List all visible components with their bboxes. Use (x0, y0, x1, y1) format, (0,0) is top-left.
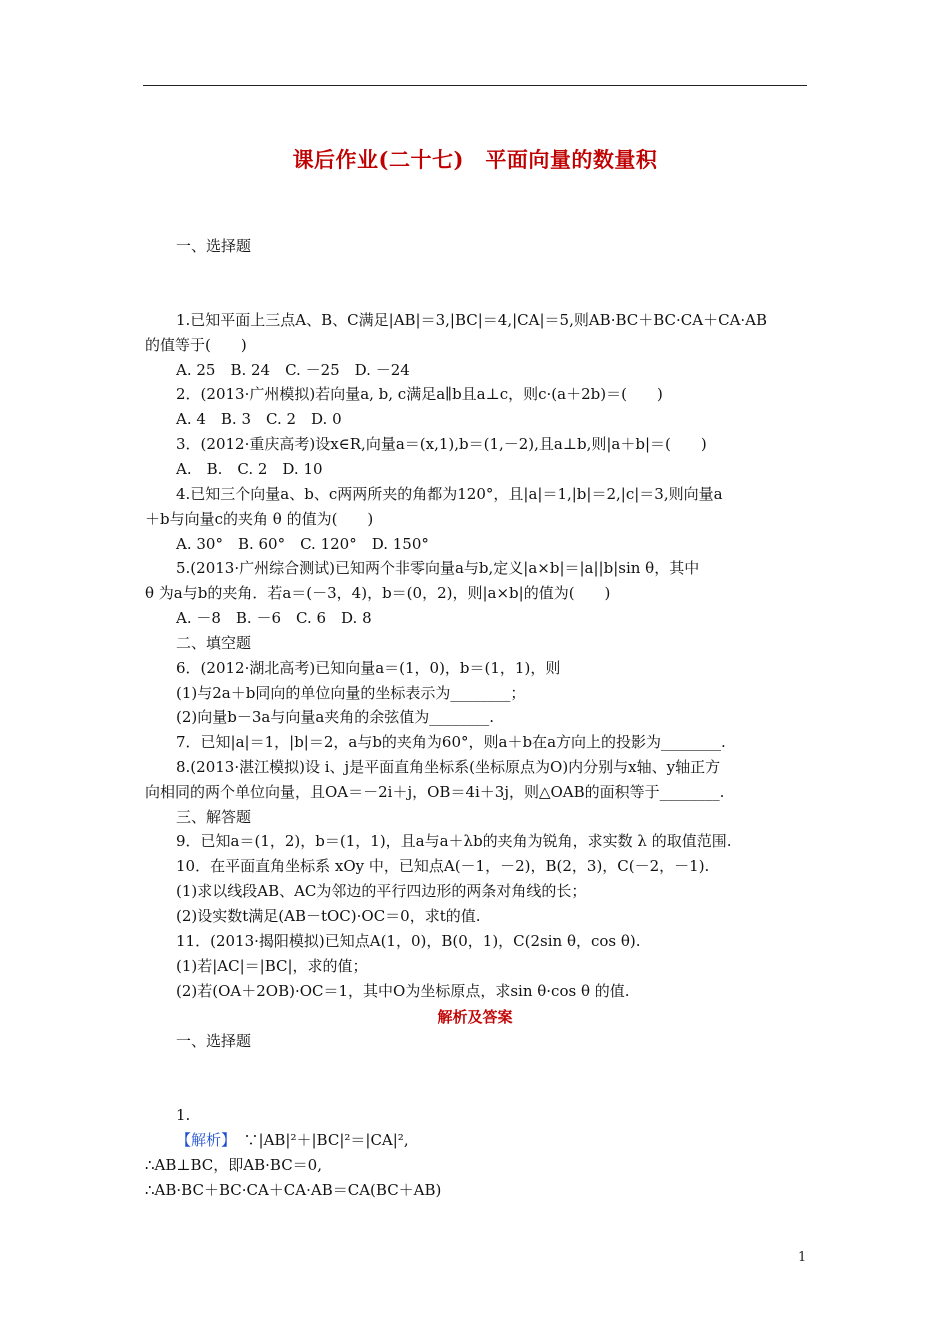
q4-options: A. 30° B. 60° C. 120° D. 150° (176, 535, 429, 553)
q2: 2．(2013·广州模拟)若向量a, b, c满足a∥b且a⊥c，则c·(a＋2b)＝( ) (176, 385, 663, 403)
q1-options: A. 25 B. 24 C. －25 D. －24 (176, 361, 410, 379)
q1-line-1: 1.已知平面上三点A、B、C满足|AB|＝3,|BC|＝4,|CA|＝5,则AB·BC＋BC·CA＋CA·AB (176, 311, 768, 329)
q1-line-2: 的值等于( ) (145, 336, 247, 354)
analysis-tag: 【解析】 (176, 1131, 229, 1149)
section-answer: 三、解答题 (176, 808, 252, 826)
q11: 11．(2013·揭阳模拟)已知点A(1，0)，B(0，1)，C(2sin θ，cos θ). (176, 932, 641, 950)
q6-part-1: (1)与2a＋b同向的单位向量的坐标表示为________； (176, 684, 526, 702)
header-rule (143, 85, 807, 86)
solution-line-2: ∴AB⊥BC，即AB·BC＝0, (145, 1156, 322, 1174)
section-choice-solution: 一、选择题 (176, 1032, 252, 1050)
q5-options: A. －8 B. －6 C. 6 D. 8 (176, 609, 372, 627)
section-choice: 一、选择题 (176, 237, 252, 255)
page-number: 1 (798, 1250, 807, 1265)
q6: 6．(2012·湖北高考)已知向量a＝(1，0)，b＝(1，1)，则 (176, 659, 561, 677)
q6-part-2: (2)向量b－3a与向量a夹角的余弦值为________. (176, 708, 495, 726)
solution-line-3: ∴AB·BC＋BC·CA＋CA·AB＝CA(BC＋AB) (145, 1181, 442, 1199)
solution-number: 1. (176, 1106, 191, 1124)
q9: 9．已知a＝(1，2)，b＝(1，1)，且a与a＋λb的夹角为锐角，求实数 λ 的取值范围. (176, 832, 732, 850)
section-fill: 二、填空题 (176, 634, 252, 652)
q5-line-2: θ 为a与b的夹角．若a＝(－3，4)，b＝(0，2)，则|a×b|的值为( ) (145, 584, 611, 602)
solution-text-1: ∵|AB|²＋|BC|²＝|CA|², (228, 1131, 409, 1149)
q3: 3．(2012·重庆高考)设x∈R,向量a＝(x,1),b＝(1,－2),且a⊥b,则|a＋b|＝( ) (176, 435, 707, 453)
q10: 10．在平面直角坐标系 xOy 中，已知点A(－1，－2)，B(2，3)，C(－2，－1). (176, 857, 710, 875)
q4-line-2: ＋b与向量c的夹角 θ 的值为( ) (145, 510, 374, 528)
q11-part-2: (2)若(OA＋2OB)·OC＝1，其中O为坐标原点，求sin θ·cos θ 的值. (176, 982, 630, 1000)
q11-part-1: (1)若|AC|＝|BC|，求的值； (176, 957, 368, 975)
q5-line-1: 5.(2013·广州综合测试)已知两个非零向量a与b,定义|a×b|＝|a||b|sin θ，其中 (176, 559, 700, 577)
q2-options: A. 4 B. 3 C. 2 D. 0 (176, 410, 342, 428)
q10-part-1: (1)求以线段AB、AC为邻边的平行四边形的两条对角线的长； (176, 882, 587, 900)
page-title: 课后作业(二十七) 平面向量的数量积 (292, 147, 658, 172)
q4-line-1: 4.已知三个向量a、b、c两两所夹的角都为120°，且|a|＝1,|b|＝2,|c|＝3,则向量a (176, 485, 723, 503)
solution-heading: 解析及答案 (437, 1008, 513, 1026)
solution-line-1 (176, 1130, 409, 1150)
q8-line-1: 8.(2013·湛江模拟)设 i、j是平面直角坐标系(坐标原点为O)内分别与x轴、y轴正方 (176, 758, 721, 776)
q10-part-2: (2)设实数t满足(AB－tOC)·OC＝0，求t的值. (176, 907, 481, 925)
q8-line-2: 向相同的两个单位向量，且OA＝－2i＋j，OB＝4i＋3j，则△OAB的面积等于________. (145, 783, 725, 801)
q7: 7．已知|a|＝1，|b|＝2，a与b的夹角为60°，则a＋b在a方向上的投影为________. (176, 733, 726, 751)
q3-options: A. B. C. 2 D. 10 (176, 460, 323, 478)
